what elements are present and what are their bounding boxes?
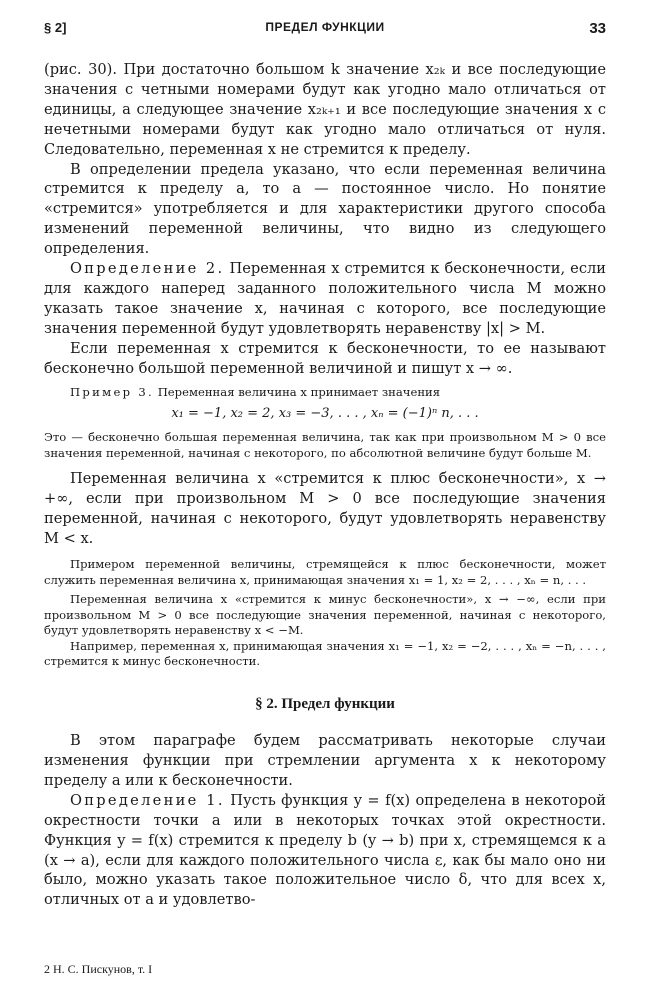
example-text: Переменная величина x принимает значения: [154, 384, 441, 399]
definition-label: Определение 1.: [70, 791, 225, 809]
section-mark: § 2]: [44, 20, 67, 35]
paragraph-infinitely-large: Если переменная x стремится к бесконечности, то ее называют бесконечно большой переменной величиной и пишут x → ∞.: [44, 339, 606, 377]
example-3-formula: x₁ = −1, x₂ = 2, x₃ = −3, . . . , xₙ = (−1)ⁿ n, . . .: [171, 406, 479, 422]
example-label: Пример 3.: [70, 384, 155, 399]
definition-1-function-limit: [44, 791, 606, 910]
paragraph-sequence-discussion: (рис. 30). При достаточно большом k значение x₂ₖ и все последующие значения с четными номерами будут как угодно мало отличаться от единицы, а следующее значение x₂ₖ₊₁ и все последующие значения x с нечетными номерами будут как угодно мало отличаться от нуля. Следовательно, переменная x не стремится к пределу.: [44, 61, 606, 158]
definition-text: Переменная x стремится к бесконечности, если для каждого наперед заданного положительного числа M можно указать такое значение x, начиная с которого, все последующие значения переменной будут удовлетворять неравенству |x| > M.: [44, 260, 606, 337]
section-intro: В этом параграфе будем рассматривать некоторые случаи изменения функции при стремлении аргумента x к некоторому пределу a или к бесконечности.: [44, 732, 606, 789]
paragraph-plus-infinity: Переменная величина x «стремится к плюс бесконечности», x → +∞, если при произвольном M > 0 все последующие значения переменной, начиная с некоторого, будут удовлетворять неравенству M < x.: [44, 470, 606, 547]
definition-2-infinity: [44, 259, 606, 339]
definition-text: Пусть функция y = f(x) определена в некоторой окрестности точки a или в некоторых точках этой окрестности. Функция y = f(x) стремится к пределу b (y → b) при x, стремящемся к a (x → a), если для каждого положительного числа ε, как бы мало оно ни было, можно указать такое положительное число δ, что для всех x, отличных от a и удовлетво-: [44, 791, 606, 909]
note-minus-infinity-example: Например, переменная x, принимающая значения x₁ = −1, x₂ = −2, . . . , xₙ = −n, . . . , стремится к минус бесконечности.: [44, 638, 606, 669]
page-number: 33: [589, 20, 606, 37]
signature-footer: 2 Н. С. Пискунов, т. I: [44, 962, 153, 976]
section-heading: § 2. Предел функции: [255, 696, 395, 713]
definition-label: Определение 2.: [70, 260, 225, 278]
example-3-note: Это — бесконечно большая переменная величина, так как при произвольном M > 0 все значения переменной, начиная с некоторого, по абсолютной величине будут больше M.: [44, 430, 606, 460]
running-title: ПРЕДЕЛ ФУНКЦИИ: [265, 20, 385, 34]
page-body: [44, 60, 606, 910]
note-minus-infinity: Переменная величина x «стремится к минус бесконечности», x → −∞, если при произвольном M > 0 все последующие значения переменной, начиная с некоторого, будут удовлетворять неравенству x < −M.: [44, 592, 606, 638]
paragraph-limit-note: В определении предела указано, что если переменная величина стремится к пределу a, то a — постоянное число. Но понятие «стремится» употребляется и для характеристики другого способа изменений переменной величины, что видно из следующего определения.: [44, 160, 606, 258]
running-header: [44, 20, 606, 44]
note-plus-infinity-example: Примером переменной величины, стремящейся к плюс бесконечности, может служить переменная величина x, принимающая значения x₁ = 1, x₂ = 2, . . . , xₙ = n, . . .: [44, 556, 606, 587]
example-3: [44, 385, 606, 401]
